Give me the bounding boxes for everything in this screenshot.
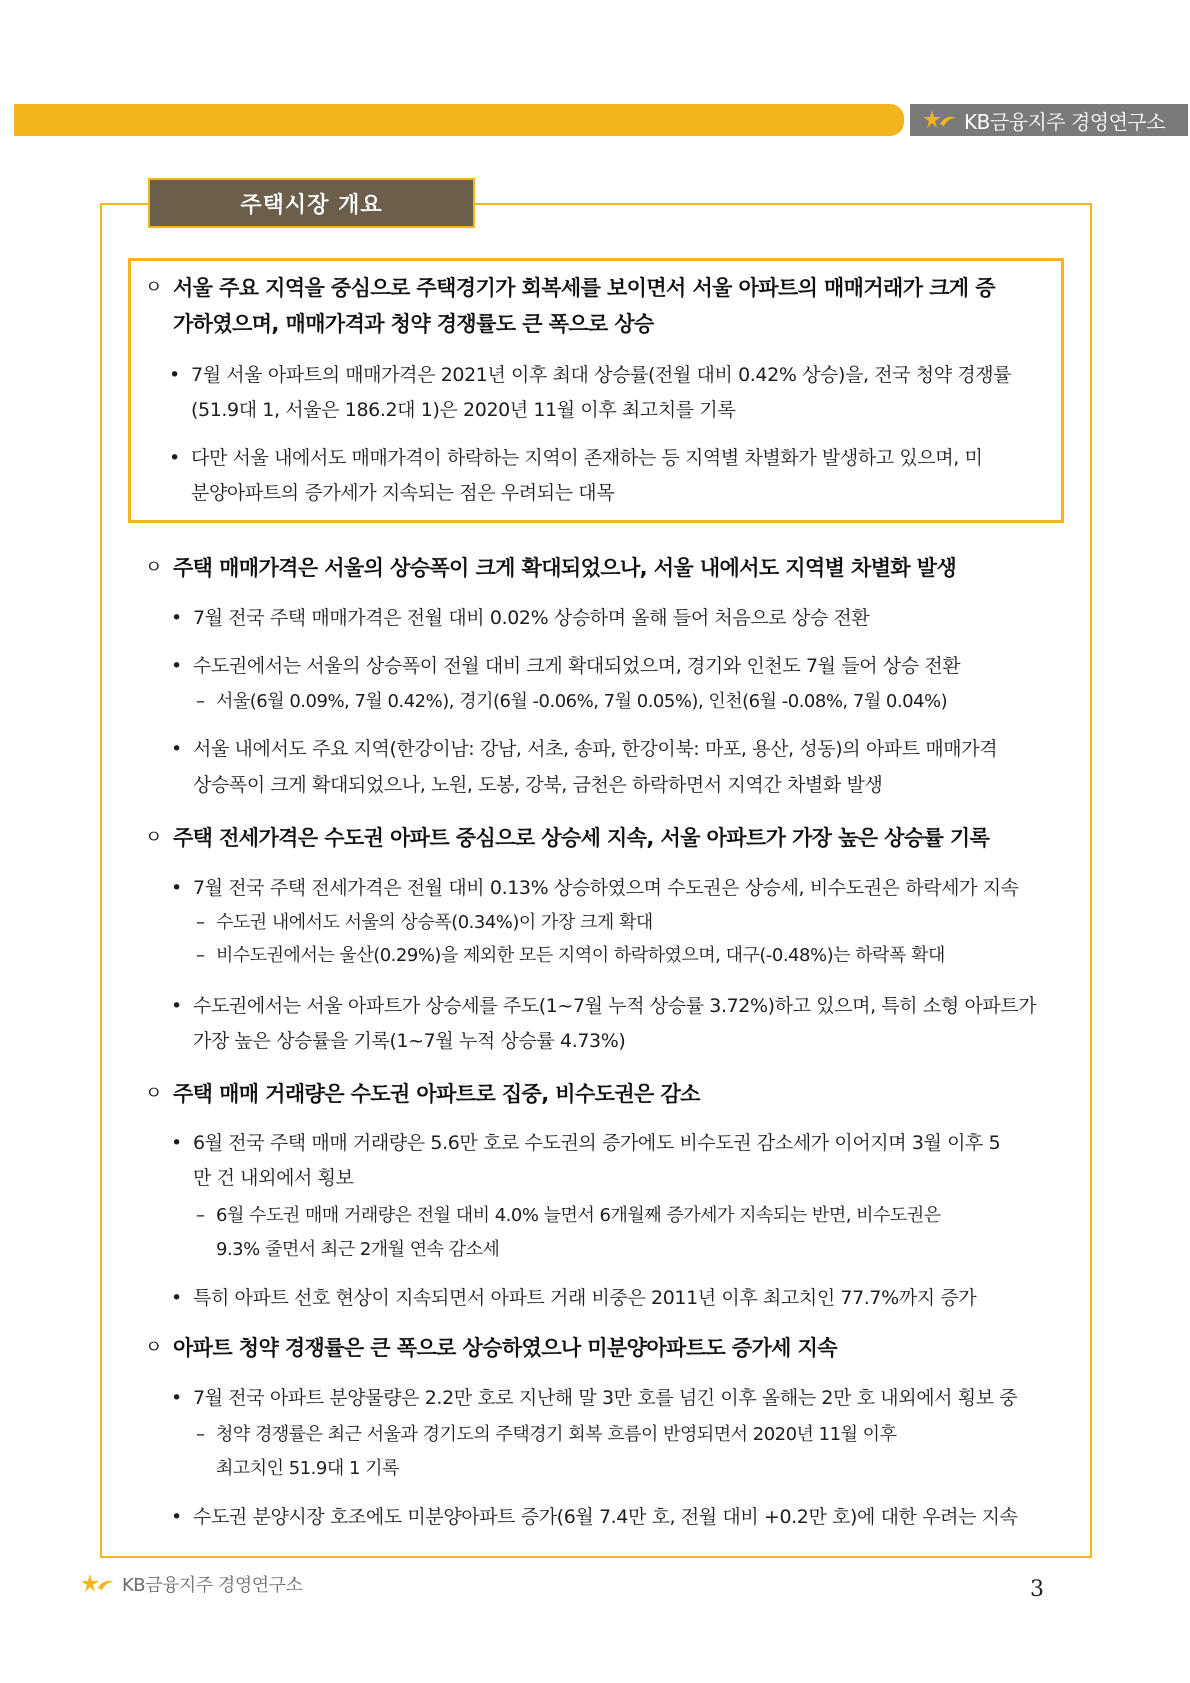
circle-bullet-icon: ㅇ [145, 1083, 162, 1104]
s1-heading [145, 550, 957, 586]
s2-p1-text: 7월 전국 주택 전세가격은 전월 대비 0.13% 상승하였으며 수도권은 상승세, 비수도권은 하락세가 지속 [193, 877, 1019, 899]
s3-p1-line2: 만 건 내외에서 횡보 [193, 1167, 354, 1189]
dot-bullet-icon: • [171, 1506, 182, 1528]
dot-bullet-icon: • [171, 655, 182, 677]
s2-paragraph-1 [171, 870, 1019, 906]
s4-heading-text: 아파트 청약 경쟁률은 큰 폭으로 상승하였으나 미분양아파트도 증가세 지속 [173, 1336, 837, 1360]
dot-bullet-icon: • [169, 364, 180, 386]
s3-heading [145, 1076, 700, 1112]
s3-d1-line2: 9.3% 줄면서 최근 2개월 연속 감소세 [216, 1239, 500, 1260]
circle-bullet-icon: ㅇ [145, 827, 162, 848]
summary-paragraph-1-cont [191, 392, 735, 428]
summary-heading [145, 270, 995, 306]
s2-heading-text: 주택 전세가격은 수도권 아파트 중심으로 상승세 지속, 서울 아파트가 가장 높은 상승률 기록 [173, 826, 990, 850]
summary-heading-line1: 서울 주요 지역을 중심으로 주택경기가 회복세를 보이면서 서울 아파트의 매매거래가 크게 증 [173, 276, 995, 300]
s2-p2-line2: 가장 높은 상승률을 기록(1~7월 누적 상승률 4.73%) [193, 1030, 626, 1052]
s2-heading [145, 820, 990, 856]
summary-p2-line1: 다만 서울 내에서도 매매가격이 하락하는 지역이 존재하는 등 지역별 차별화가 발생하고 있으며, 미 [191, 447, 983, 469]
s3-detail-1-cont [216, 1233, 499, 1266]
dot-bullet-icon: • [171, 995, 182, 1017]
dash-bullet-icon: – [196, 1424, 205, 1445]
summary-p1-line1: 7월 서울 아파트의 매매가격은 2021년 이후 최대 상승률(전월 대비 0.42% 상승)을, 전국 청약 경쟁률 [191, 364, 1012, 386]
s1-paragraph-2 [171, 648, 961, 684]
dot-bullet-icon: • [171, 1132, 182, 1154]
footer-logo [82, 1571, 302, 1597]
s4-p1-text: 7월 전국 아파트 분양물량은 2.2만 호로 지난해 말 3만 호를 넘긴 이후 올해는 2만 호 내외에서 횡보 중 [193, 1387, 1018, 1409]
s1-paragraph-3 [171, 731, 998, 767]
dot-bullet-icon: • [171, 607, 182, 629]
s1-p3-line2: 상승폭이 크게 확대되었으나, 노원, 도봉, 강북, 금천은 하락하면서 지역간 차별화 발생 [193, 774, 883, 796]
dash-bullet-icon: – [196, 1205, 205, 1226]
footer-logo-text: KB금융지주 경영연구소 [122, 1575, 303, 1596]
dot-bullet-icon: • [171, 738, 182, 760]
s4-detail-1 [196, 1418, 897, 1451]
s1-p1-text: 7월 전국 주택 매매가격은 전월 대비 0.02% 상승하며 올해 들어 처음으로 상승 전환 [193, 607, 870, 629]
summary-heading-line2: 가하였으며, 매매가격과 청약 경쟁률도 큰 폭으로 상승 [173, 312, 654, 336]
circle-bullet-icon: ㅇ [145, 557, 162, 578]
s1-p2-text: 수도권에서는 서울의 상승폭이 전월 대비 크게 확대되었으며, 경기와 인천도 7월 들어 상승 전환 [193, 655, 961, 677]
s2-detail-2 [196, 939, 945, 972]
s2-d1-text: 수도권 내에서도 서울의 상승폭(0.34%)이 가장 크게 확대 [216, 912, 653, 933]
header-accent-bar [14, 104, 904, 136]
frame-top-right [475, 203, 1092, 225]
s3-p1-line1: 6월 전국 주택 매매 거래량은 5.6만 호로 수도권의 증가에도 비수도권 감소세가 이어지며 3월 이후 5 [193, 1132, 1001, 1154]
s4-paragraph-2 [171, 1499, 1018, 1535]
s3-detail-1 [196, 1199, 941, 1232]
s3-d1-line1: 6월 수도권 매매 거래량은 전월 대비 4.0% 늘면서 6개월째 증가세가 지속되는 반면, 비수도권은 [216, 1205, 941, 1226]
dash-bullet-icon: – [196, 945, 205, 966]
s3-heading-text: 주택 매매 거래량은 수도권 아파트로 집중, 비수도권은 감소 [173, 1082, 700, 1106]
summary-paragraph-2-cont [191, 475, 614, 511]
s3-paragraph-1-cont [193, 1160, 354, 1196]
s1-paragraph-3-cont [193, 767, 882, 803]
dot-bullet-icon: • [171, 1287, 182, 1309]
circle-bullet-icon: ㅇ [145, 1337, 162, 1358]
frame-top-left [100, 203, 150, 225]
dash-bullet-icon: – [196, 912, 205, 933]
summary-paragraph-1 [169, 357, 1012, 393]
summary-p1-line2: (51.9대 1, 서울은 186.2대 1)은 2020년 11월 이후 최고치를 기록 [191, 399, 736, 421]
dash-bullet-icon: – [196, 691, 205, 712]
s1-p3-line1: 서울 내에서도 주요 지역(한강이남: 강남, 서초, 송파, 한강이북: 마포, 용산, 성동)의 아파트 매매가격 [193, 738, 998, 760]
s2-paragraph-2-cont [193, 1023, 625, 1059]
s3-paragraph-2 [171, 1280, 977, 1316]
s4-d1-line2: 최고치인 51.9대 1 기록 [216, 1458, 399, 1479]
s2-p2-line1: 수도권에서는 서울 아파트가 상승세를 주도(1~7월 누적 상승률 3.72%)하고 있으며, 특히 소형 아파트가 [193, 995, 1037, 1017]
s4-heading [145, 1330, 837, 1366]
dot-bullet-icon: • [169, 447, 180, 469]
s4-paragraph-1 [171, 1380, 1018, 1416]
s2-d2-text: 비수도권에서는 울산(0.29%)을 제외한 모든 지역이 하락하였으며, 대구(-0.48%)는 하락폭 확대 [216, 945, 945, 966]
s4-p2-text: 수도권 분양시장 호조에도 미분양아파트 증가(6월 7.4만 호, 전월 대비 +0.2만 호)에 대한 우려는 지속 [193, 1506, 1018, 1528]
s3-p2-text: 특히 아파트 선호 현상이 지속되면서 아파트 거래 비중은 2011년 이후 최고치인 77.7%까지 증가 [193, 1287, 977, 1309]
page-number: 3 [1030, 1577, 1044, 1602]
dot-bullet-icon: • [171, 877, 182, 899]
s2-paragraph-2 [171, 988, 1037, 1024]
kb-star-icon [82, 1572, 116, 1596]
s1-paragraph-1 [171, 600, 870, 636]
header-logo-text: KB금융지주 경영연구소 [964, 109, 1166, 134]
dot-bullet-icon: • [171, 1387, 182, 1409]
s1-d1-text: 서울(6월 0.09%, 7월 0.42%), 경기(6월 -0.06%, 7월 0.05%), 인천(6월 -0.08%, 7월 0.04%) [216, 691, 948, 712]
circle-bullet-icon: ㅇ [145, 277, 162, 298]
s1-heading-text: 주택 매매가격은 서울의 상승폭이 크게 확대되었으나, 서울 내에서도 지역별 차별화 발생 [173, 556, 957, 580]
s4-detail-1-cont [216, 1452, 399, 1485]
s2-detail-1 [196, 906, 653, 939]
summary-p2-line2: 분양아파트의 증가세가 지속되는 점은 우려되는 대목 [191, 482, 615, 504]
s1-detail-1 [196, 685, 948, 718]
kb-star-icon [924, 108, 958, 132]
section-title: 주택시장 개요 [148, 178, 475, 228]
s4-d1-line1: 청약 경쟁률은 최근 서울과 경기도의 주택경기 회복 흐름이 반영되면서 2020년 11월 이후 [216, 1424, 897, 1445]
summary-heading-cont [173, 306, 654, 342]
s3-paragraph-1 [171, 1125, 1001, 1161]
header-logo [910, 104, 1188, 136]
summary-paragraph-2 [169, 440, 983, 476]
